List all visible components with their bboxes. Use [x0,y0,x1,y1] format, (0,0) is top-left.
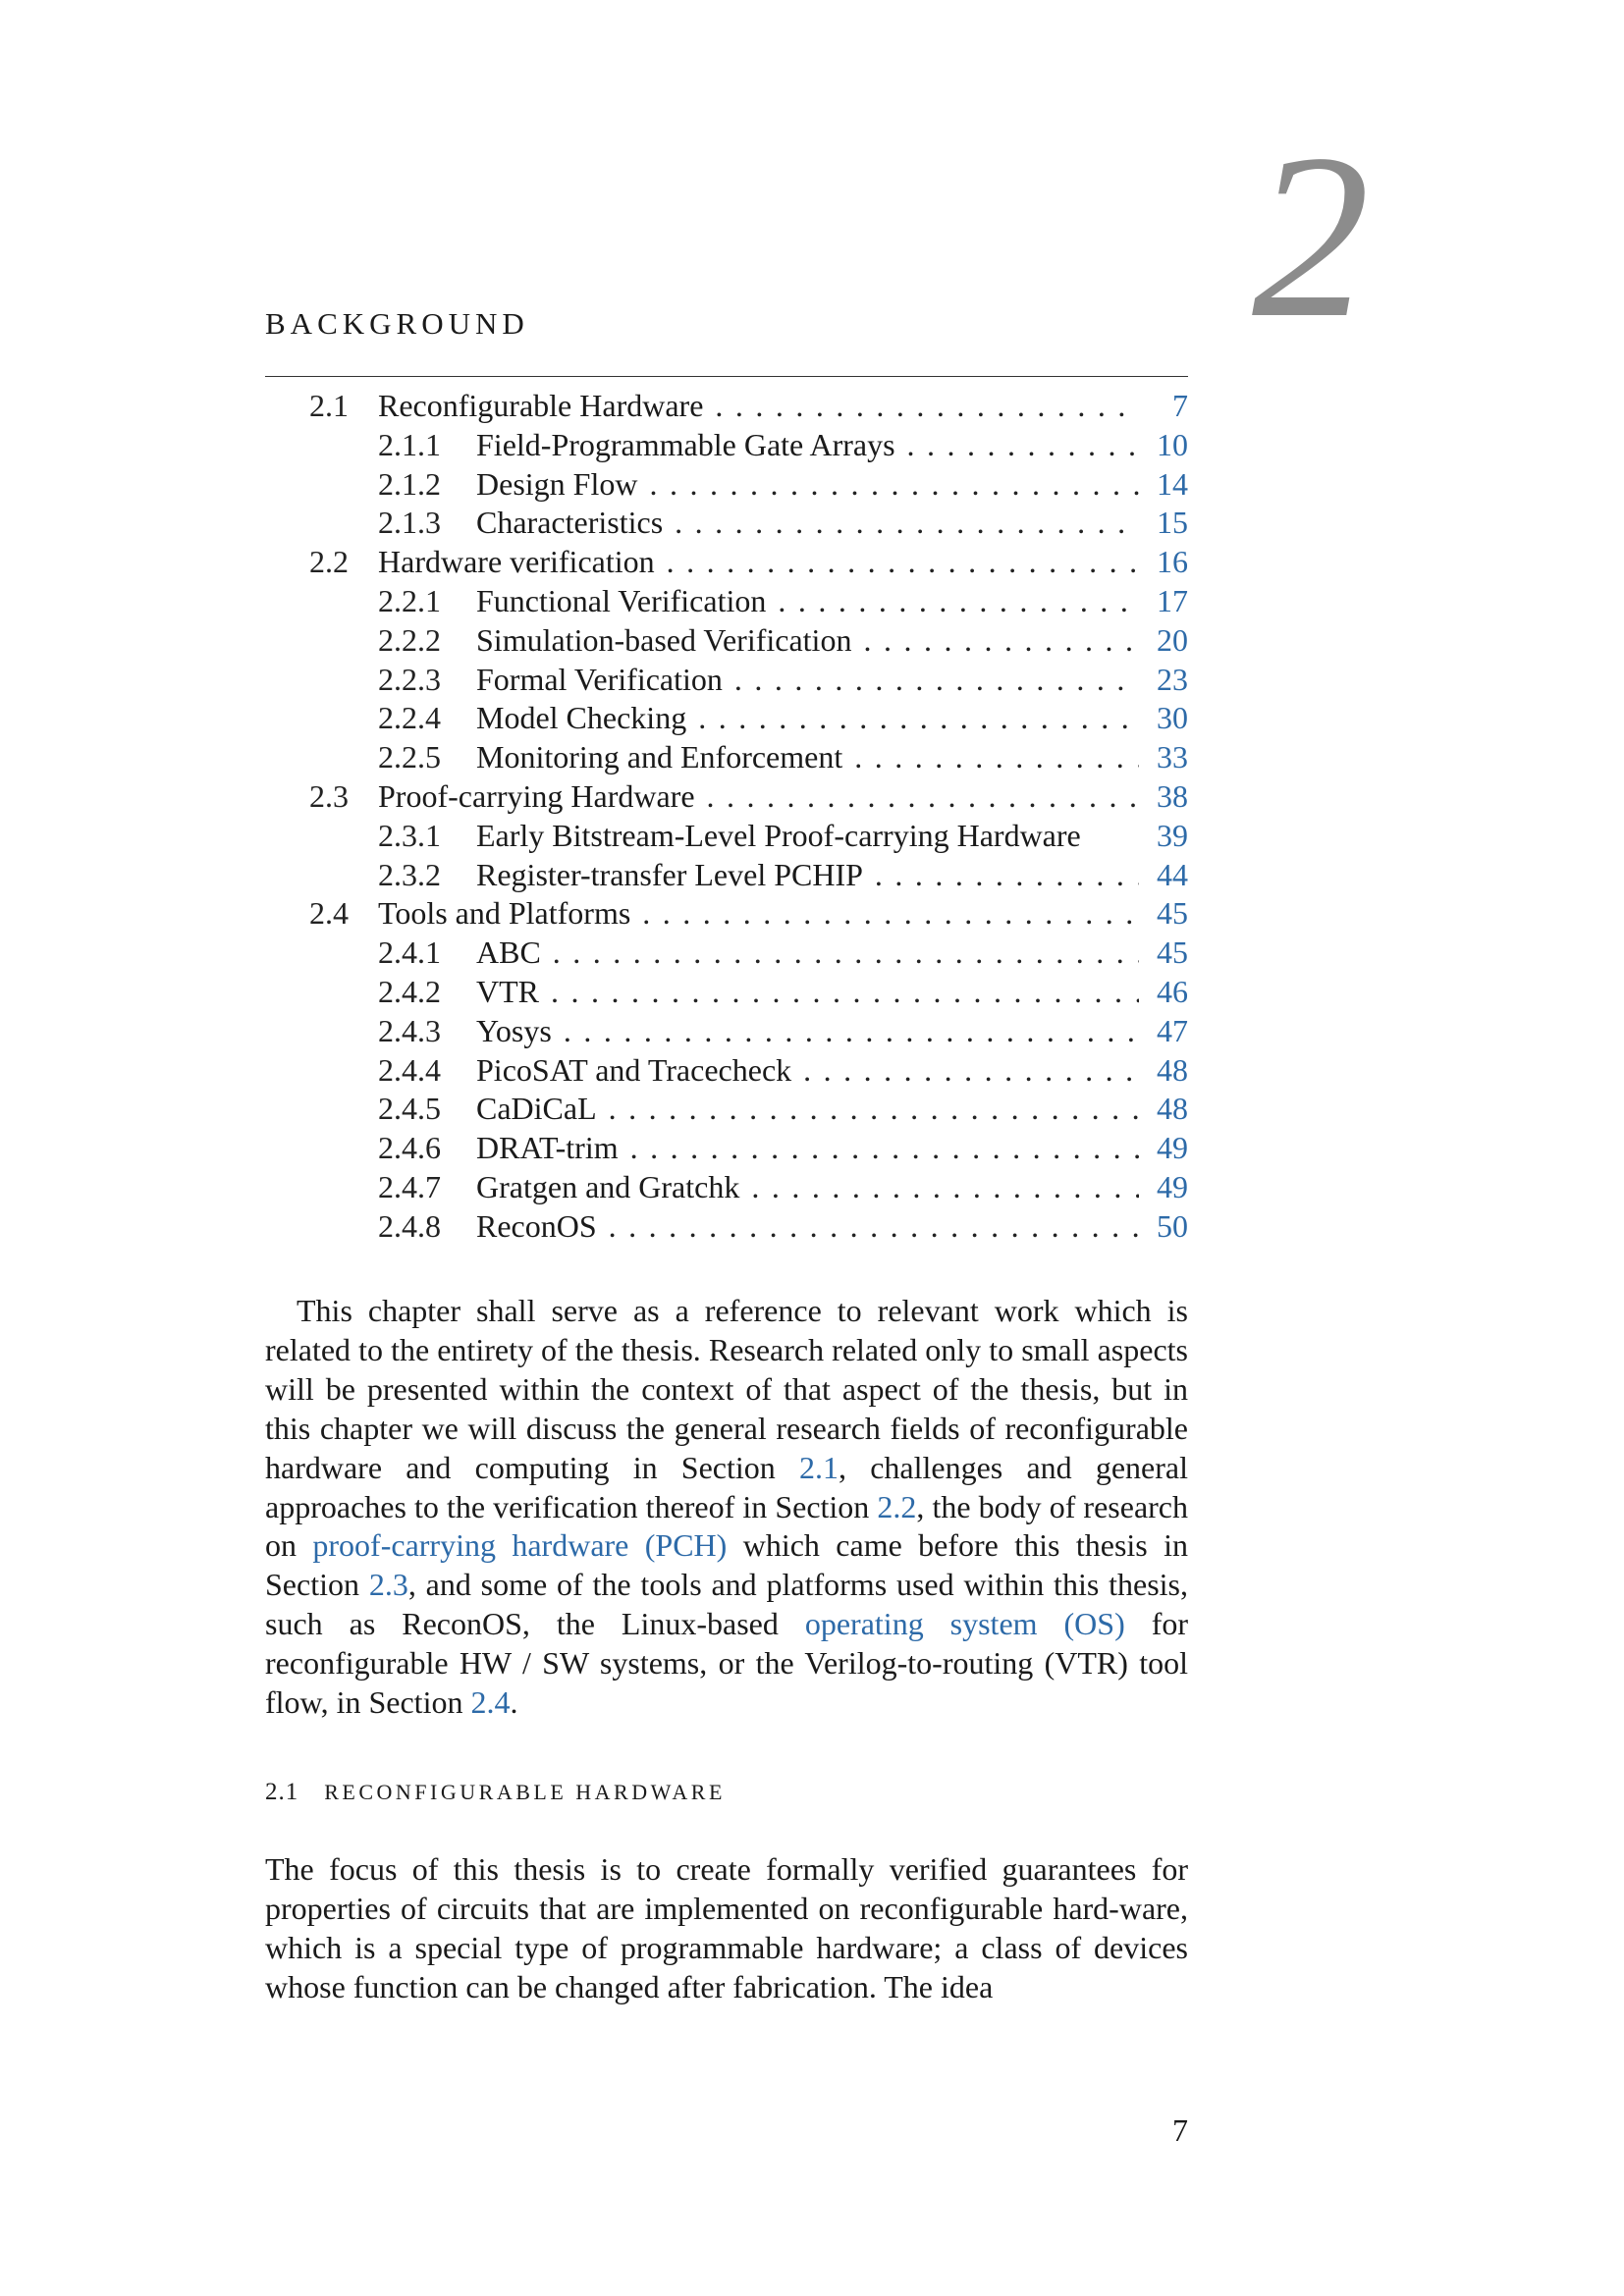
toc-dot-leader [539,973,1139,1012]
toc-entry-title: Gratgen and Gratchk [476,1168,740,1204]
toc-dot-leader [739,1168,1139,1207]
toc-entry[interactable] [265,1051,1188,1091]
page-number: 7 [1172,2112,1188,2148]
toc-entry-title: Yosys [476,1012,552,1048]
toc-dot-leader [723,661,1139,700]
toc-entry[interactable] [265,817,1188,856]
toc-page-link[interactable]: 39 [1157,817,1188,853]
toc-entry-title: Tools and Platforms [378,895,631,932]
toc-entry-title: Characteristics [476,505,664,541]
title-rule [265,376,1188,377]
toc-entry-title: Design Flow [476,465,638,502]
toc-entry-number: 2.4.8 [378,1207,441,1244]
toc-entry-number: 2.4.4 [378,1051,441,1088]
toc-entry-number: 2.1.3 [378,505,441,541]
toc-page-link[interactable]: 33 [1157,739,1188,775]
toc-page-link[interactable]: 15 [1157,505,1188,541]
section-paragraph: The focus of this thesis is to create formally verified guarantees for properties of circuits that are implemented on reconfigurable hard-ware, which is a special type of programmable hardware; a class of devices whose function can be changed after fabrication. The idea [265,1851,1188,2004]
toc-page-link[interactable]: 45 [1157,895,1188,932]
toc-page-link[interactable]: 38 [1157,777,1188,814]
toc-entry-title: ABC [476,934,541,971]
acronym-link-pch[interactable]: proof-carrying hardware (PCH) [312,1527,728,1564]
toc-entry[interactable] [265,777,1188,817]
toc-page-link[interactable]: 30 [1157,700,1188,736]
toc-entry-title: Hardware verification [378,544,655,580]
toc-entry-title: CaDiCaL [476,1091,597,1127]
toc-entry-number: 2.2.4 [378,700,441,736]
section-number: 2.1 [265,1779,299,1805]
toc-dot-leader [597,1090,1139,1129]
toc-entry-number: 2.2.3 [378,661,441,697]
toc-entry[interactable] [265,1207,1188,1247]
toc-page-link[interactable]: 23 [1157,661,1188,697]
toc-dot-leader [663,504,1139,543]
section-link[interactable]: 2.1 [799,1449,839,1485]
toc-entry-title: Field-Programmable Gate Arrays [476,426,895,462]
toc-page-link[interactable]: 16 [1157,544,1188,580]
toc-entry-title: Proof-carrying Hardware [378,777,695,814]
toc-entry-number: 2.4.7 [378,1168,441,1204]
section-heading [265,1779,726,1806]
toc-entry[interactable] [265,1012,1188,1051]
toc-dot-leader [842,738,1139,777]
toc-entry[interactable] [265,426,1188,465]
section-link[interactable]: 2.2 [877,1488,917,1524]
toc-entry-number: 2.4.5 [378,1091,441,1127]
toc-page-link[interactable]: 20 [1157,621,1188,658]
toc-entry-title: PicoSAT and Tracecheck [476,1051,792,1088]
toc-entry[interactable] [265,894,1188,934]
toc-entry[interactable] [265,1090,1188,1129]
toc-entry[interactable] [265,973,1188,1012]
toc-entry[interactable] [265,934,1188,973]
toc-entry[interactable] [265,856,1188,895]
toc-entry-number: 2.3.1 [378,817,441,853]
toc-page-link[interactable]: 45 [1157,934,1188,971]
toc-dot-leader [766,582,1139,621]
section-title: RECONFIGURABLE HARDWARE [324,1780,726,1804]
toc-entry-number: 2.1.1 [378,426,441,462]
toc-entry-number: 2.2 [309,544,349,580]
toc-page-link[interactable]: 49 [1157,1168,1188,1204]
toc-entry-number: 2.3.2 [378,856,441,892]
toc-entry[interactable] [265,465,1188,505]
toc-page-link[interactable]: 7 [1172,388,1188,423]
toc-entry[interactable] [265,738,1188,777]
acronym-link-os[interactable]: operating system (OS) [804,1606,1125,1642]
toc-dot-leader [703,387,1139,426]
toc-page-link[interactable]: 50 [1157,1207,1188,1244]
toc-dot-leader [895,426,1139,465]
toc-entry-title: Functional Verification [476,582,767,618]
toc-page-link[interactable]: 10 [1157,426,1188,462]
toc-entry-title: Simulation-based Verification [476,621,852,658]
toc-entry-title: ReconOS [476,1207,597,1244]
toc-entry-number: 2.2.1 [378,582,441,618]
toc-entry[interactable] [265,504,1188,543]
toc-entry[interactable] [265,621,1188,661]
toc-entry-number: 2.4.2 [378,973,441,1009]
toc-dot-leader [791,1051,1139,1091]
toc-entry-number: 2.4 [309,895,349,932]
chapter-number: 2 [1252,105,1370,366]
toc-dot-leader [552,1012,1139,1051]
toc-dot-leader [851,621,1139,661]
toc-dot-leader [695,777,1139,817]
toc-page-link[interactable]: 14 [1157,465,1188,502]
toc-page-link[interactable]: 47 [1157,1012,1188,1048]
toc-dot-leader [541,934,1139,973]
toc-page-link[interactable]: 17 [1157,582,1188,618]
section-link[interactable]: 2.3 [368,1567,408,1603]
toc-dot-leader [619,1129,1139,1168]
intro-paragraph: This chapter shall serve as a reference to relevant work which is related to the entirety of the thesis. Research related only to small aspects will be presented within the context of that aspect of the thesis, but in this chapter we will discuss the general research fields of reconfigurable hardware and computing in Section 2.1, challenges and general approaches to the verification thereof in Section 2.2, the body of research on proof-carrying hardware (PCH) which came before this thesis in Section 2.3, and some of the tools and platforms used within this thesis, such as ReconOS, the Linux-based operating system (OS) for reconfigurable HW / SW systems, or the Verilog-to-routing (VTR) tool flow, in Section 2.4. [265,1293,1189,1721]
toc-dot-leader [863,856,1139,895]
toc-entry-title: Register-transfer Level PCHIP [476,856,863,892]
toc-dot-leader [630,894,1139,934]
toc-entry[interactable] [265,582,1188,621]
toc-entry-title: Early Bitstream-Level Proof-carrying Hardware [476,817,1081,853]
toc-entry[interactable] [265,661,1188,700]
toc-page-link[interactable]: 46 [1157,973,1188,1009]
toc-page-link[interactable]: 44 [1157,856,1188,892]
toc-entry-title: VTR [476,973,539,1009]
toc-entry-title: Formal Verification [476,661,723,697]
toc-entry-number: 2.1.2 [378,465,441,502]
toc-entry-title: Monitoring and Enforcement [476,739,843,775]
toc-dot-leader [597,1207,1139,1247]
toc-page-link[interactable]: 48 [1157,1091,1188,1127]
toc-entry-number: 2.2.2 [378,621,441,658]
toc-entry[interactable] [265,543,1188,582]
toc-entry-title: Reconfigurable Hardware [378,388,704,423]
toc-page-link[interactable]: 48 [1157,1051,1188,1088]
toc-entry-number: 2.4.1 [378,934,441,971]
toc-entry[interactable] [265,1168,1188,1207]
toc-entry-title: Model Checking [476,700,687,736]
toc-entry[interactable] [265,387,1188,426]
toc-entry[interactable] [265,699,1188,738]
toc-dot-leader [637,465,1139,505]
toc-entry-number: 2.1 [309,388,349,423]
toc-entry[interactable] [265,1129,1188,1168]
toc-dot-leader [686,699,1139,738]
table-of-contents [265,387,1188,1247]
chapter-title: BACKGROUND [265,306,529,341]
toc-entry-number: 2.4.3 [378,1012,441,1048]
toc-entry-number: 2.4.6 [378,1130,441,1166]
toc-entry-number: 2.2.5 [378,739,441,775]
toc-dot-leader [655,543,1139,582]
toc-entry-title: DRAT-trim [476,1130,619,1166]
toc-page-link[interactable]: 49 [1157,1130,1188,1166]
toc-entry-number: 2.3 [309,777,349,814]
section-link[interactable]: 2.4 [470,1684,511,1721]
